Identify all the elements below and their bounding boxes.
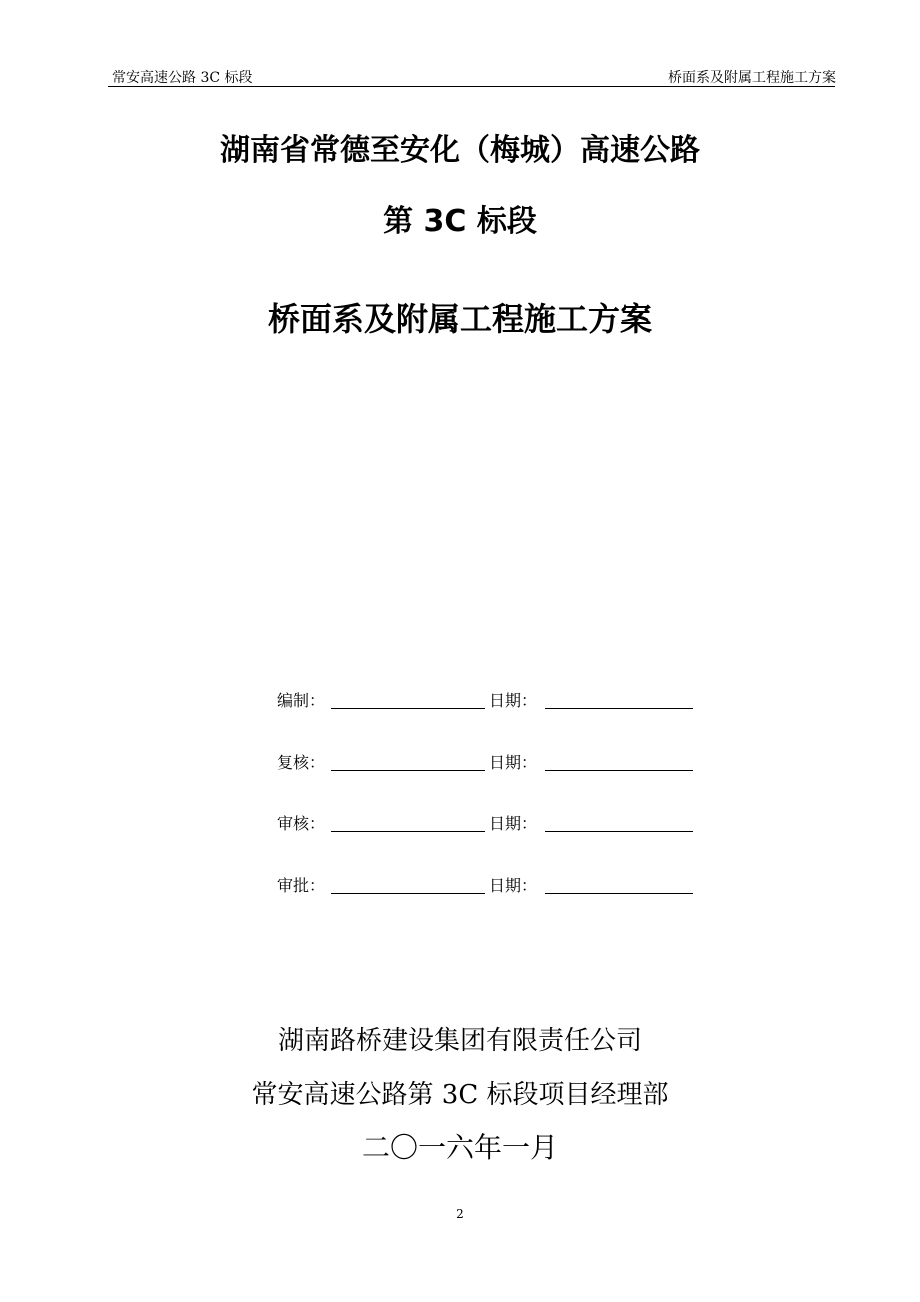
- date-line: [545, 831, 693, 832]
- signature-line: [331, 770, 485, 771]
- company-name: 湖南路桥建设集团有限责任公司: [277, 1026, 642, 1056]
- issue-date: 二〇一六年一月: [361, 1131, 558, 1164]
- date-line: [545, 770, 693, 771]
- department-name: 常安高速公路第 3C 标段项目经理部: [251, 1080, 669, 1110]
- signature-line: [331, 708, 485, 709]
- section-title: 第 3C 标段: [383, 204, 537, 239]
- signature-line: [331, 893, 485, 894]
- header-divider: [108, 86, 835, 87]
- date-label: 日期：: [489, 814, 538, 833]
- document-title: 桥面系及附属工程施工方案: [267, 300, 652, 338]
- page-number: 2: [456, 1207, 464, 1221]
- signature-label: 审核：: [277, 814, 326, 833]
- signature-label: 编制：: [277, 691, 326, 710]
- date-label: 日期：: [489, 753, 538, 772]
- date-label: 日期：: [489, 876, 538, 895]
- running-header-left: 常安高速公路 3C 标段: [112, 70, 253, 86]
- date-label: 日期：: [489, 691, 538, 710]
- signature-label: 复核：: [277, 753, 326, 772]
- project-title: 湖南省常德至安化（梅城）高速公路: [220, 133, 700, 168]
- running-header-right: 桥面系及附属工程施工方案: [668, 70, 836, 86]
- date-line: [545, 893, 693, 894]
- date-line: [545, 708, 693, 709]
- signature-label: 审批：: [277, 876, 326, 895]
- signature-line: [331, 831, 485, 832]
